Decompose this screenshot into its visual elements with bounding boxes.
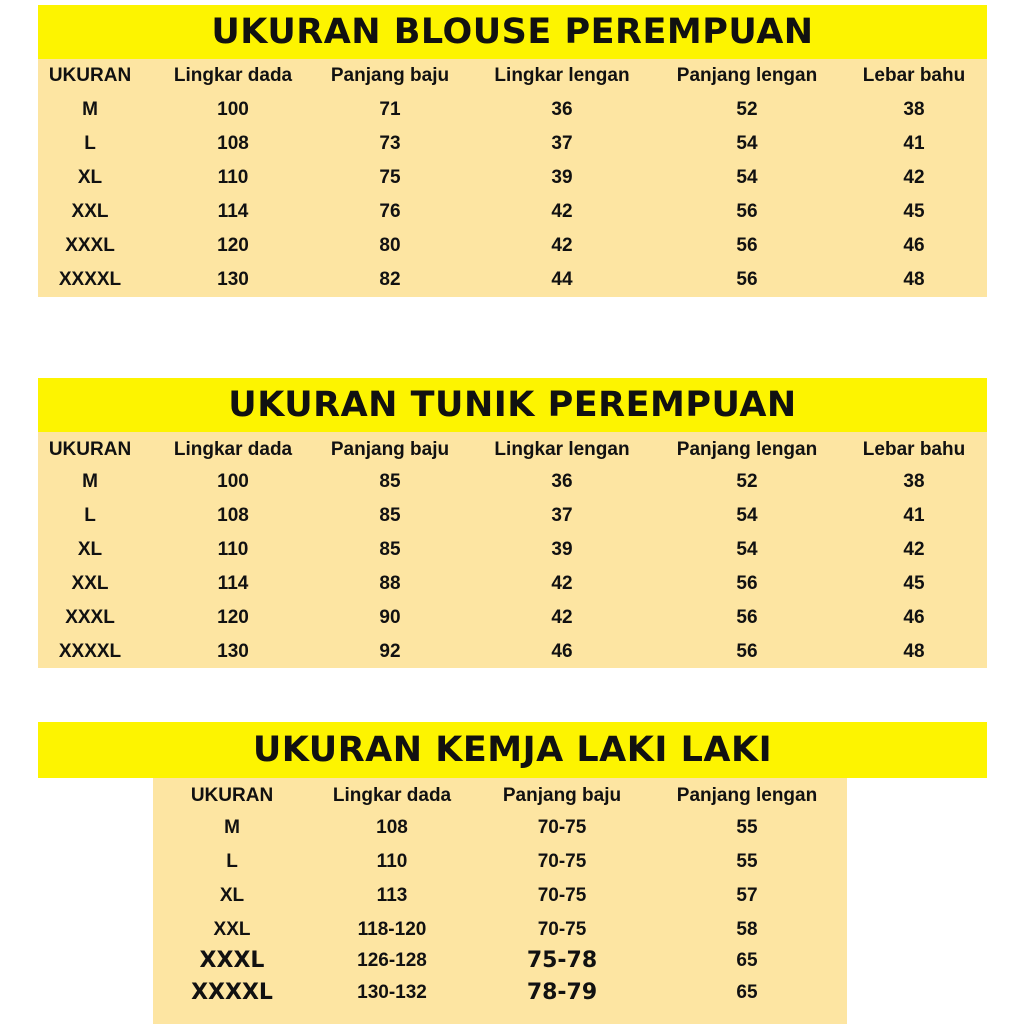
table-cell: 65 (736, 950, 758, 971)
table-cell: 56 (736, 269, 758, 290)
column-header: UKURAN (48, 439, 132, 460)
size-label: XXXL (65, 607, 115, 628)
size-label: M (224, 817, 240, 838)
table-cell: 65 (736, 982, 758, 1003)
table-cell: 80 (379, 235, 401, 256)
table-cell: 90 (379, 607, 401, 628)
table-cell: 100 (217, 99, 249, 120)
column-header: Lingkar lengan (494, 65, 630, 86)
table-cell: 130 (217, 269, 249, 290)
table-cell: 42 (551, 201, 573, 222)
table-cell: 45 (903, 201, 925, 222)
table-cell: 42 (551, 607, 573, 628)
table-cell: 82 (379, 269, 401, 290)
table-cell: 113 (376, 885, 408, 906)
table-cell: 75 (379, 167, 401, 188)
table-cell: 120 (217, 235, 249, 256)
table-cell: 56 (736, 607, 758, 628)
table-cell: 85 (379, 505, 401, 526)
table-cell: 41 (903, 133, 925, 154)
size-label: XL (219, 885, 245, 906)
size-label: L (84, 505, 96, 526)
table-cell: 108 (217, 505, 249, 526)
column-header: Lingkar dada (173, 439, 293, 460)
table-cell: 48 (903, 269, 925, 290)
column-header: Panjang baju (502, 785, 622, 806)
table-cell: 54 (736, 539, 758, 560)
size-label: XXL (71, 573, 109, 594)
size-label: XXL (71, 201, 109, 222)
table-cell: 37 (551, 505, 573, 526)
kemja-title: UKURAN KEMJA LAKI LAKI (38, 722, 987, 778)
table-cell: 58 (736, 919, 758, 940)
size-label: M (82, 471, 98, 492)
table-cell: 70-75 (537, 919, 587, 940)
table-cell: 130-132 (357, 982, 427, 1003)
table-cell: 88 (379, 573, 401, 594)
table-cell: 54 (736, 133, 758, 154)
column-header: UKURAN (190, 785, 274, 806)
table-cell: 120 (217, 607, 249, 628)
column-header: Panjang lengan (676, 785, 818, 806)
table-cell: 36 (551, 471, 573, 492)
table-cell: 110 (217, 167, 249, 188)
table-cell: 39 (551, 539, 573, 560)
size-label: XXXL (199, 948, 265, 973)
table-cell: 85 (379, 539, 401, 560)
table-cell: 71 (379, 99, 401, 120)
table-cell: 73 (379, 133, 401, 154)
table-cell: 54 (736, 167, 758, 188)
tunik-title: UKURAN TUNIK PEREMPUAN (38, 378, 987, 432)
size-label: XXXL (65, 235, 115, 256)
size-label: L (84, 133, 96, 154)
size-label: M (82, 99, 98, 120)
table-cell: 114 (217, 201, 249, 222)
table-cell: 76 (379, 201, 401, 222)
size-label: XXXXL (58, 641, 122, 662)
table-cell: 45 (903, 573, 925, 594)
table-cell: 56 (736, 201, 758, 222)
column-header: Panjang baju (330, 65, 450, 86)
size-label: XXXXL (58, 269, 122, 290)
table-cell: 42 (551, 573, 573, 594)
table-cell: 108 (217, 133, 249, 154)
column-header: Lebar bahu (862, 439, 966, 460)
table-cell: 78-79 (526, 980, 598, 1005)
table-cell: 46 (903, 607, 925, 628)
blouse-table-background (38, 57, 987, 297)
size-label: L (226, 851, 238, 872)
table-cell: 108 (376, 817, 408, 838)
table-cell: 70-75 (537, 851, 587, 872)
table-cell: 38 (903, 471, 925, 492)
table-cell: 118-120 (357, 919, 427, 940)
table-cell: 110 (217, 539, 249, 560)
table-cell: 54 (736, 505, 758, 526)
column-header: Lingkar dada (332, 785, 452, 806)
table-cell: 42 (903, 167, 925, 188)
table-cell: 56 (736, 573, 758, 594)
table-cell: 85 (379, 471, 401, 492)
column-header: Lingkar dada (173, 65, 293, 86)
table-cell: 46 (551, 641, 573, 662)
column-header: UKURAN (48, 65, 132, 86)
table-cell: 55 (736, 817, 758, 838)
size-label: XL (77, 539, 103, 560)
size-label: XL (77, 167, 103, 188)
table-cell: 52 (736, 471, 758, 492)
table-cell: 36 (551, 99, 573, 120)
table-cell: 75-78 (526, 948, 598, 973)
table-cell: 57 (736, 885, 758, 906)
column-header: Panjang baju (330, 439, 450, 460)
table-cell: 46 (903, 235, 925, 256)
table-cell: 100 (217, 471, 249, 492)
table-cell: 114 (217, 573, 249, 594)
blouse-title: UKURAN BLOUSE PEREMPUAN (38, 5, 987, 59)
table-cell: 52 (736, 99, 758, 120)
table-cell: 56 (736, 235, 758, 256)
tunik-table-background (38, 430, 987, 668)
table-cell: 126-128 (357, 950, 427, 971)
table-cell: 110 (376, 851, 408, 872)
table-cell: 70-75 (537, 817, 587, 838)
table-cell: 37 (551, 133, 573, 154)
size-label: XXXXL (191, 980, 273, 1005)
size-label: XXL (213, 919, 251, 940)
table-cell: 41 (903, 505, 925, 526)
column-header: Lingkar lengan (494, 439, 630, 460)
table-cell: 130 (217, 641, 249, 662)
table-cell: 55 (736, 851, 758, 872)
table-cell: 38 (903, 99, 925, 120)
table-cell: 92 (379, 641, 401, 662)
table-cell: 39 (551, 167, 573, 188)
table-cell: 56 (736, 641, 758, 662)
table-cell: 42 (551, 235, 573, 256)
table-cell: 70-75 (537, 885, 587, 906)
table-cell: 48 (903, 641, 925, 662)
column-header: Panjang lengan (676, 439, 818, 460)
table-cell: 42 (903, 539, 925, 560)
column-header: Lebar bahu (862, 65, 966, 86)
table-cell: 44 (551, 269, 573, 290)
column-header: Panjang lengan (676, 65, 818, 86)
